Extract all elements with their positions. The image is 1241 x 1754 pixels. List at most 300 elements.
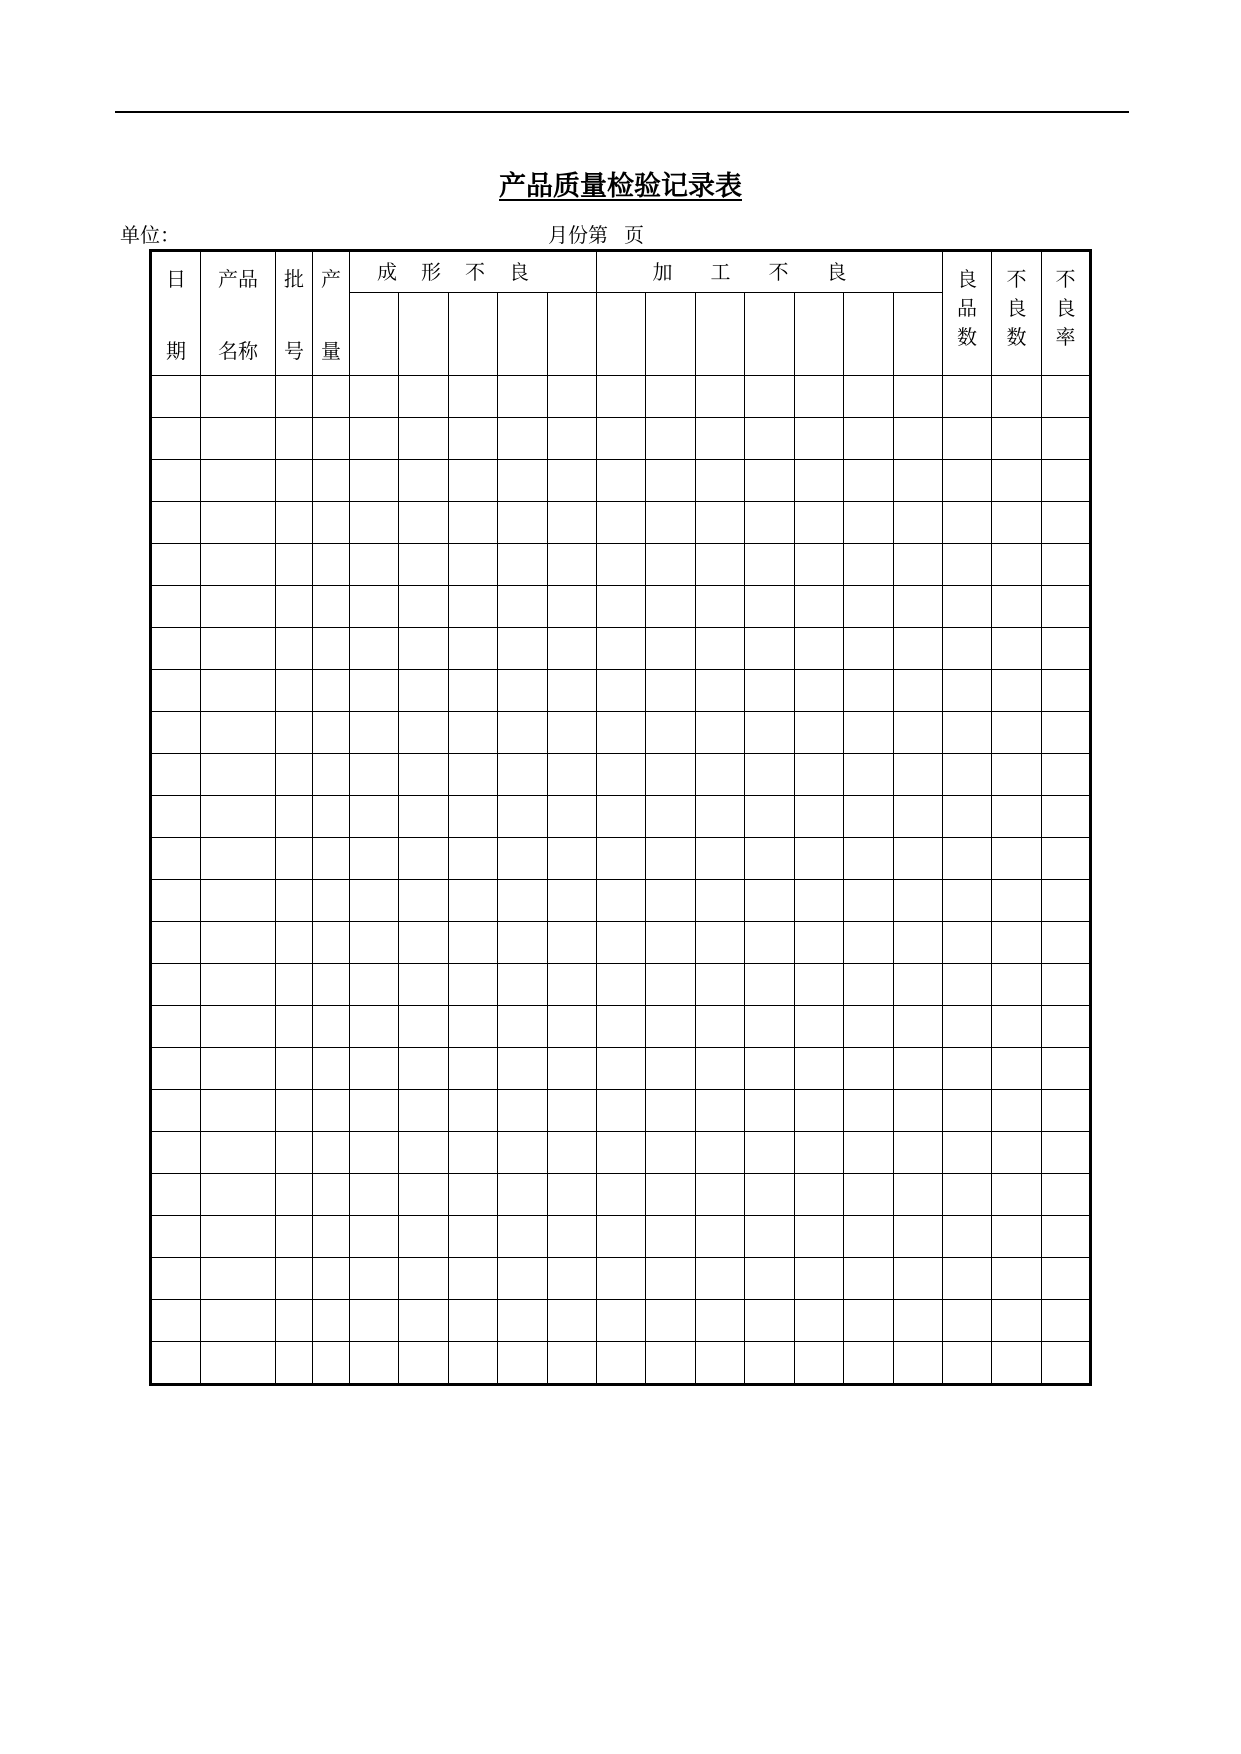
table-cell[interactable] bbox=[449, 1090, 498, 1132]
table-cell[interactable] bbox=[201, 670, 276, 712]
table-cell[interactable] bbox=[844, 922, 894, 964]
table-cell[interactable] bbox=[597, 796, 646, 838]
table-cell[interactable] bbox=[745, 1006, 795, 1048]
table-cell[interactable] bbox=[795, 628, 844, 670]
table-cell[interactable] bbox=[399, 628, 449, 670]
table-cell[interactable] bbox=[201, 1090, 276, 1132]
table-cell[interactable] bbox=[548, 418, 597, 460]
table-cell[interactable] bbox=[597, 1090, 646, 1132]
table-cell[interactable] bbox=[548, 1300, 597, 1342]
table-cell[interactable] bbox=[1042, 796, 1091, 838]
table-cell[interactable] bbox=[943, 1216, 992, 1258]
table-cell[interactable] bbox=[795, 1090, 844, 1132]
table-cell[interactable] bbox=[449, 586, 498, 628]
table-cell[interactable] bbox=[696, 1048, 745, 1090]
table-cell[interactable] bbox=[597, 922, 646, 964]
table-cell[interactable] bbox=[894, 628, 943, 670]
table-cell[interactable] bbox=[548, 754, 597, 796]
table-cell[interactable] bbox=[201, 838, 276, 880]
table-cell[interactable] bbox=[313, 1006, 350, 1048]
table-cell[interactable] bbox=[151, 1258, 201, 1300]
table-cell[interactable] bbox=[646, 880, 696, 922]
table-cell[interactable] bbox=[745, 1048, 795, 1090]
table-cell[interactable] bbox=[795, 838, 844, 880]
table-cell[interactable] bbox=[992, 1300, 1042, 1342]
processing-defect-subheader-cell[interactable] bbox=[745, 293, 795, 376]
table-cell[interactable] bbox=[201, 754, 276, 796]
table-cell[interactable] bbox=[151, 628, 201, 670]
table-cell[interactable] bbox=[548, 502, 597, 544]
table-cell[interactable] bbox=[943, 796, 992, 838]
table-cell[interactable] bbox=[943, 376, 992, 418]
table-cell[interactable] bbox=[350, 1258, 399, 1300]
table-cell[interactable] bbox=[276, 628, 313, 670]
table-cell[interactable] bbox=[943, 628, 992, 670]
table-cell[interactable] bbox=[399, 880, 449, 922]
table-cell[interactable] bbox=[992, 418, 1042, 460]
table-cell[interactable] bbox=[1042, 1090, 1091, 1132]
table-cell[interactable] bbox=[201, 1132, 276, 1174]
table-cell[interactable] bbox=[151, 586, 201, 628]
table-cell[interactable] bbox=[894, 376, 943, 418]
table-cell[interactable] bbox=[745, 964, 795, 1006]
table-cell[interactable] bbox=[894, 586, 943, 628]
table-cell[interactable] bbox=[745, 544, 795, 586]
table-cell[interactable] bbox=[449, 544, 498, 586]
table-cell[interactable] bbox=[745, 1216, 795, 1258]
table-cell[interactable] bbox=[350, 418, 399, 460]
processing-defect-subheader-cell[interactable] bbox=[894, 293, 943, 376]
table-cell[interactable] bbox=[350, 670, 399, 712]
table-cell[interactable] bbox=[597, 1300, 646, 1342]
table-cell[interactable] bbox=[844, 418, 894, 460]
table-cell[interactable] bbox=[350, 838, 399, 880]
table-cell[interactable] bbox=[548, 460, 597, 502]
table-cell[interactable] bbox=[350, 1342, 399, 1385]
table-cell[interactable] bbox=[313, 586, 350, 628]
table-cell[interactable] bbox=[992, 1132, 1042, 1174]
table-cell[interactable] bbox=[498, 796, 548, 838]
table-cell[interactable] bbox=[201, 1048, 276, 1090]
table-cell[interactable] bbox=[646, 964, 696, 1006]
table-cell[interactable] bbox=[894, 1090, 943, 1132]
table-cell[interactable] bbox=[795, 1258, 844, 1300]
table-cell[interactable] bbox=[795, 670, 844, 712]
table-cell[interactable] bbox=[894, 922, 943, 964]
table-cell[interactable] bbox=[795, 1048, 844, 1090]
table-cell[interactable] bbox=[399, 1132, 449, 1174]
table-cell[interactable] bbox=[795, 502, 844, 544]
table-cell[interactable] bbox=[399, 1174, 449, 1216]
table-cell[interactable] bbox=[943, 586, 992, 628]
table-cell[interactable] bbox=[313, 796, 350, 838]
table-cell[interactable] bbox=[894, 712, 943, 754]
table-cell[interactable] bbox=[597, 712, 646, 754]
table-cell[interactable] bbox=[795, 544, 844, 586]
table-cell[interactable] bbox=[943, 964, 992, 1006]
table-cell[interactable] bbox=[313, 418, 350, 460]
table-cell[interactable] bbox=[276, 1048, 313, 1090]
table-cell[interactable] bbox=[449, 754, 498, 796]
table-cell[interactable] bbox=[696, 1258, 745, 1300]
table-cell[interactable] bbox=[844, 1006, 894, 1048]
table-cell[interactable] bbox=[1042, 754, 1091, 796]
table-cell[interactable] bbox=[399, 1006, 449, 1048]
table-cell[interactable] bbox=[646, 796, 696, 838]
table-cell[interactable] bbox=[276, 964, 313, 1006]
table-cell[interactable] bbox=[646, 1048, 696, 1090]
table-cell[interactable] bbox=[350, 796, 399, 838]
table-cell[interactable] bbox=[992, 922, 1042, 964]
table-cell[interactable] bbox=[646, 838, 696, 880]
table-cell[interactable] bbox=[1042, 418, 1091, 460]
table-cell[interactable] bbox=[943, 880, 992, 922]
table-cell[interactable] bbox=[151, 502, 201, 544]
table-cell[interactable] bbox=[399, 418, 449, 460]
table-cell[interactable] bbox=[696, 880, 745, 922]
table-cell[interactable] bbox=[745, 1090, 795, 1132]
table-cell[interactable] bbox=[992, 838, 1042, 880]
table-cell[interactable] bbox=[449, 796, 498, 838]
table-cell[interactable] bbox=[597, 544, 646, 586]
table-cell[interactable] bbox=[498, 1006, 548, 1048]
table-cell[interactable] bbox=[276, 1174, 313, 1216]
processing-defect-subheader-cell[interactable] bbox=[597, 293, 646, 376]
table-cell[interactable] bbox=[597, 460, 646, 502]
table-cell[interactable] bbox=[646, 544, 696, 586]
table-cell[interactable] bbox=[399, 922, 449, 964]
table-cell[interactable] bbox=[313, 1132, 350, 1174]
table-cell[interactable] bbox=[992, 544, 1042, 586]
table-cell[interactable] bbox=[399, 460, 449, 502]
table-cell[interactable] bbox=[992, 502, 1042, 544]
table-cell[interactable] bbox=[696, 1300, 745, 1342]
table-cell[interactable] bbox=[313, 460, 350, 502]
table-cell[interactable] bbox=[992, 376, 1042, 418]
table-cell[interactable] bbox=[943, 1342, 992, 1385]
table-cell[interactable] bbox=[992, 1258, 1042, 1300]
table-cell[interactable] bbox=[350, 1090, 399, 1132]
table-cell[interactable] bbox=[350, 880, 399, 922]
table-cell[interactable] bbox=[498, 502, 548, 544]
table-cell[interactable] bbox=[498, 628, 548, 670]
table-cell[interactable] bbox=[1042, 1258, 1091, 1300]
table-cell[interactable] bbox=[449, 376, 498, 418]
table-cell[interactable] bbox=[201, 1216, 276, 1258]
table-cell[interactable] bbox=[498, 418, 548, 460]
table-cell[interactable] bbox=[449, 1342, 498, 1385]
table-cell[interactable] bbox=[943, 1132, 992, 1174]
table-cell[interactable] bbox=[597, 1132, 646, 1174]
table-cell[interactable] bbox=[992, 670, 1042, 712]
table-cell[interactable] bbox=[201, 628, 276, 670]
table-cell[interactable] bbox=[151, 712, 201, 754]
table-cell[interactable] bbox=[795, 922, 844, 964]
table-cell[interactable] bbox=[894, 1006, 943, 1048]
table-cell[interactable] bbox=[745, 922, 795, 964]
table-cell[interactable] bbox=[1042, 544, 1091, 586]
table-cell[interactable] bbox=[350, 544, 399, 586]
table-cell[interactable] bbox=[313, 502, 350, 544]
table-cell[interactable] bbox=[992, 880, 1042, 922]
table-cell[interactable] bbox=[276, 670, 313, 712]
table-cell[interactable] bbox=[646, 670, 696, 712]
table-cell[interactable] bbox=[498, 880, 548, 922]
table-cell[interactable] bbox=[745, 1258, 795, 1300]
table-cell[interactable] bbox=[992, 1048, 1042, 1090]
table-cell[interactable] bbox=[894, 1300, 943, 1342]
table-cell[interactable] bbox=[844, 1132, 894, 1174]
table-cell[interactable] bbox=[151, 1216, 201, 1258]
table-cell[interactable] bbox=[992, 796, 1042, 838]
table-cell[interactable] bbox=[201, 712, 276, 754]
table-cell[interactable] bbox=[201, 586, 276, 628]
table-cell[interactable] bbox=[350, 1006, 399, 1048]
table-cell[interactable] bbox=[646, 376, 696, 418]
table-cell[interactable] bbox=[313, 544, 350, 586]
processing-defect-subheader-cell[interactable] bbox=[795, 293, 844, 376]
table-cell[interactable] bbox=[597, 1342, 646, 1385]
table-cell[interactable] bbox=[498, 670, 548, 712]
table-cell[interactable] bbox=[1042, 1174, 1091, 1216]
table-cell[interactable] bbox=[943, 922, 992, 964]
table-cell[interactable] bbox=[894, 1132, 943, 1174]
table-cell[interactable] bbox=[745, 754, 795, 796]
table-cell[interactable] bbox=[992, 460, 1042, 502]
table-cell[interactable] bbox=[313, 712, 350, 754]
table-cell[interactable] bbox=[597, 1006, 646, 1048]
table-cell[interactable] bbox=[276, 586, 313, 628]
table-cell[interactable] bbox=[350, 460, 399, 502]
table-cell[interactable] bbox=[597, 376, 646, 418]
table-cell[interactable] bbox=[597, 670, 646, 712]
table-cell[interactable] bbox=[449, 1048, 498, 1090]
table-cell[interactable] bbox=[449, 1258, 498, 1300]
table-cell[interactable] bbox=[844, 628, 894, 670]
table-cell[interactable] bbox=[498, 1342, 548, 1385]
table-cell[interactable] bbox=[795, 712, 844, 754]
forming-defect-subheader-cell[interactable] bbox=[399, 293, 449, 376]
table-cell[interactable] bbox=[449, 502, 498, 544]
table-cell[interactable] bbox=[745, 376, 795, 418]
table-cell[interactable] bbox=[894, 670, 943, 712]
table-cell[interactable] bbox=[894, 880, 943, 922]
table-cell[interactable] bbox=[276, 754, 313, 796]
table-cell[interactable] bbox=[399, 1258, 449, 1300]
table-cell[interactable] bbox=[1042, 922, 1091, 964]
table-cell[interactable] bbox=[399, 1342, 449, 1385]
table-cell[interactable] bbox=[795, 460, 844, 502]
table-cell[interactable] bbox=[498, 460, 548, 502]
table-cell[interactable] bbox=[795, 964, 844, 1006]
table-cell[interactable] bbox=[276, 1132, 313, 1174]
table-cell[interactable] bbox=[498, 712, 548, 754]
table-cell[interactable] bbox=[745, 418, 795, 460]
table-cell[interactable] bbox=[548, 670, 597, 712]
table-cell[interactable] bbox=[151, 1174, 201, 1216]
table-cell[interactable] bbox=[696, 670, 745, 712]
table-cell[interactable] bbox=[894, 838, 943, 880]
table-cell[interactable] bbox=[992, 586, 1042, 628]
table-cell[interactable] bbox=[696, 376, 745, 418]
table-cell[interactable] bbox=[313, 754, 350, 796]
table-cell[interactable] bbox=[399, 1090, 449, 1132]
forming-defect-subheader-cell[interactable] bbox=[498, 293, 548, 376]
table-cell[interactable] bbox=[276, 418, 313, 460]
table-cell[interactable] bbox=[597, 754, 646, 796]
table-cell[interactable] bbox=[1042, 502, 1091, 544]
table-cell[interactable] bbox=[696, 544, 745, 586]
table-cell[interactable] bbox=[449, 880, 498, 922]
table-cell[interactable] bbox=[1042, 628, 1091, 670]
table-cell[interactable] bbox=[350, 754, 399, 796]
table-cell[interactable] bbox=[201, 502, 276, 544]
table-cell[interactable] bbox=[350, 922, 399, 964]
table-cell[interactable] bbox=[201, 418, 276, 460]
table-cell[interactable] bbox=[313, 1090, 350, 1132]
table-cell[interactable] bbox=[350, 502, 399, 544]
table-cell[interactable] bbox=[201, 1174, 276, 1216]
table-cell[interactable] bbox=[597, 1216, 646, 1258]
table-cell[interactable] bbox=[844, 1090, 894, 1132]
table-cell[interactable] bbox=[1042, 460, 1091, 502]
table-cell[interactable] bbox=[399, 754, 449, 796]
table-cell[interactable] bbox=[894, 460, 943, 502]
table-cell[interactable] bbox=[449, 922, 498, 964]
table-cell[interactable] bbox=[696, 838, 745, 880]
table-cell[interactable] bbox=[992, 1342, 1042, 1385]
table-cell[interactable] bbox=[350, 1216, 399, 1258]
table-cell[interactable] bbox=[350, 1174, 399, 1216]
table-cell[interactable] bbox=[548, 964, 597, 1006]
table-cell[interactable] bbox=[276, 1258, 313, 1300]
table-cell[interactable] bbox=[844, 502, 894, 544]
table-cell[interactable] bbox=[696, 1216, 745, 1258]
table-cell[interactable] bbox=[844, 670, 894, 712]
table-cell[interactable] bbox=[894, 1216, 943, 1258]
table-cell[interactable] bbox=[696, 418, 745, 460]
table-cell[interactable] bbox=[498, 1258, 548, 1300]
table-cell[interactable] bbox=[201, 376, 276, 418]
table-cell[interactable] bbox=[151, 922, 201, 964]
table-cell[interactable] bbox=[449, 628, 498, 670]
table-cell[interactable] bbox=[548, 628, 597, 670]
table-cell[interactable] bbox=[498, 1174, 548, 1216]
table-cell[interactable] bbox=[795, 796, 844, 838]
table-cell[interactable] bbox=[844, 586, 894, 628]
table-cell[interactable] bbox=[597, 586, 646, 628]
table-cell[interactable] bbox=[894, 964, 943, 1006]
table-cell[interactable] bbox=[276, 376, 313, 418]
table-cell[interactable] bbox=[1042, 880, 1091, 922]
table-cell[interactable] bbox=[151, 964, 201, 1006]
table-cell[interactable] bbox=[646, 628, 696, 670]
table-cell[interactable] bbox=[1042, 1132, 1091, 1174]
table-cell[interactable] bbox=[548, 880, 597, 922]
table-cell[interactable] bbox=[498, 1090, 548, 1132]
table-cell[interactable] bbox=[943, 1090, 992, 1132]
table-cell[interactable] bbox=[151, 1300, 201, 1342]
table-cell[interactable] bbox=[943, 418, 992, 460]
forming-defect-subheader-cell[interactable] bbox=[350, 293, 399, 376]
table-cell[interactable] bbox=[548, 1342, 597, 1385]
forming-defect-subheader-cell[interactable] bbox=[548, 293, 597, 376]
table-cell[interactable] bbox=[1042, 586, 1091, 628]
table-cell[interactable] bbox=[313, 1174, 350, 1216]
table-cell[interactable] bbox=[313, 376, 350, 418]
table-cell[interactable] bbox=[548, 1174, 597, 1216]
table-cell[interactable] bbox=[646, 754, 696, 796]
table-cell[interactable] bbox=[894, 1174, 943, 1216]
table-cell[interactable] bbox=[844, 880, 894, 922]
table-cell[interactable] bbox=[943, 460, 992, 502]
table-cell[interactable] bbox=[399, 1216, 449, 1258]
table-cell[interactable] bbox=[449, 838, 498, 880]
table-cell[interactable] bbox=[795, 754, 844, 796]
table-cell[interactable] bbox=[646, 922, 696, 964]
table-cell[interactable] bbox=[151, 544, 201, 586]
table-cell[interactable] bbox=[894, 1258, 943, 1300]
table-cell[interactable] bbox=[498, 838, 548, 880]
table-cell[interactable] bbox=[399, 964, 449, 1006]
table-cell[interactable] bbox=[745, 586, 795, 628]
table-cell[interactable] bbox=[548, 922, 597, 964]
table-cell[interactable] bbox=[151, 1090, 201, 1132]
processing-defect-subheader-cell[interactable] bbox=[844, 293, 894, 376]
table-cell[interactable] bbox=[1042, 1216, 1091, 1258]
table-cell[interactable] bbox=[151, 670, 201, 712]
table-cell[interactable] bbox=[201, 964, 276, 1006]
table-cell[interactable] bbox=[795, 586, 844, 628]
table-cell[interactable] bbox=[548, 1048, 597, 1090]
table-cell[interactable] bbox=[943, 502, 992, 544]
table-cell[interactable] bbox=[276, 544, 313, 586]
table-cell[interactable] bbox=[943, 754, 992, 796]
table-cell[interactable] bbox=[498, 964, 548, 1006]
table-cell[interactable] bbox=[151, 1048, 201, 1090]
forming-defect-subheader-cell[interactable] bbox=[449, 293, 498, 376]
table-cell[interactable] bbox=[201, 880, 276, 922]
table-cell[interactable] bbox=[498, 1216, 548, 1258]
table-cell[interactable] bbox=[696, 712, 745, 754]
table-cell[interactable] bbox=[399, 796, 449, 838]
table-cell[interactable] bbox=[795, 1174, 844, 1216]
table-cell[interactable] bbox=[844, 1258, 894, 1300]
table-cell[interactable] bbox=[350, 1132, 399, 1174]
table-cell[interactable] bbox=[350, 628, 399, 670]
table-cell[interactable] bbox=[1042, 964, 1091, 1006]
table-cell[interactable] bbox=[151, 754, 201, 796]
table-cell[interactable] bbox=[313, 628, 350, 670]
table-cell[interactable] bbox=[350, 1048, 399, 1090]
table-cell[interactable] bbox=[548, 1216, 597, 1258]
table-cell[interactable] bbox=[498, 1132, 548, 1174]
table-cell[interactable] bbox=[894, 502, 943, 544]
table-cell[interactable] bbox=[313, 1300, 350, 1342]
table-cell[interactable] bbox=[844, 796, 894, 838]
table-cell[interactable] bbox=[894, 1048, 943, 1090]
table-cell[interactable] bbox=[313, 922, 350, 964]
table-cell[interactable] bbox=[498, 1300, 548, 1342]
table-cell[interactable] bbox=[646, 712, 696, 754]
table-cell[interactable] bbox=[943, 670, 992, 712]
table-cell[interactable] bbox=[894, 544, 943, 586]
table-cell[interactable] bbox=[745, 796, 795, 838]
table-cell[interactable] bbox=[350, 376, 399, 418]
table-cell[interactable] bbox=[276, 502, 313, 544]
table-cell[interactable] bbox=[1042, 1048, 1091, 1090]
table-cell[interactable] bbox=[844, 1216, 894, 1258]
